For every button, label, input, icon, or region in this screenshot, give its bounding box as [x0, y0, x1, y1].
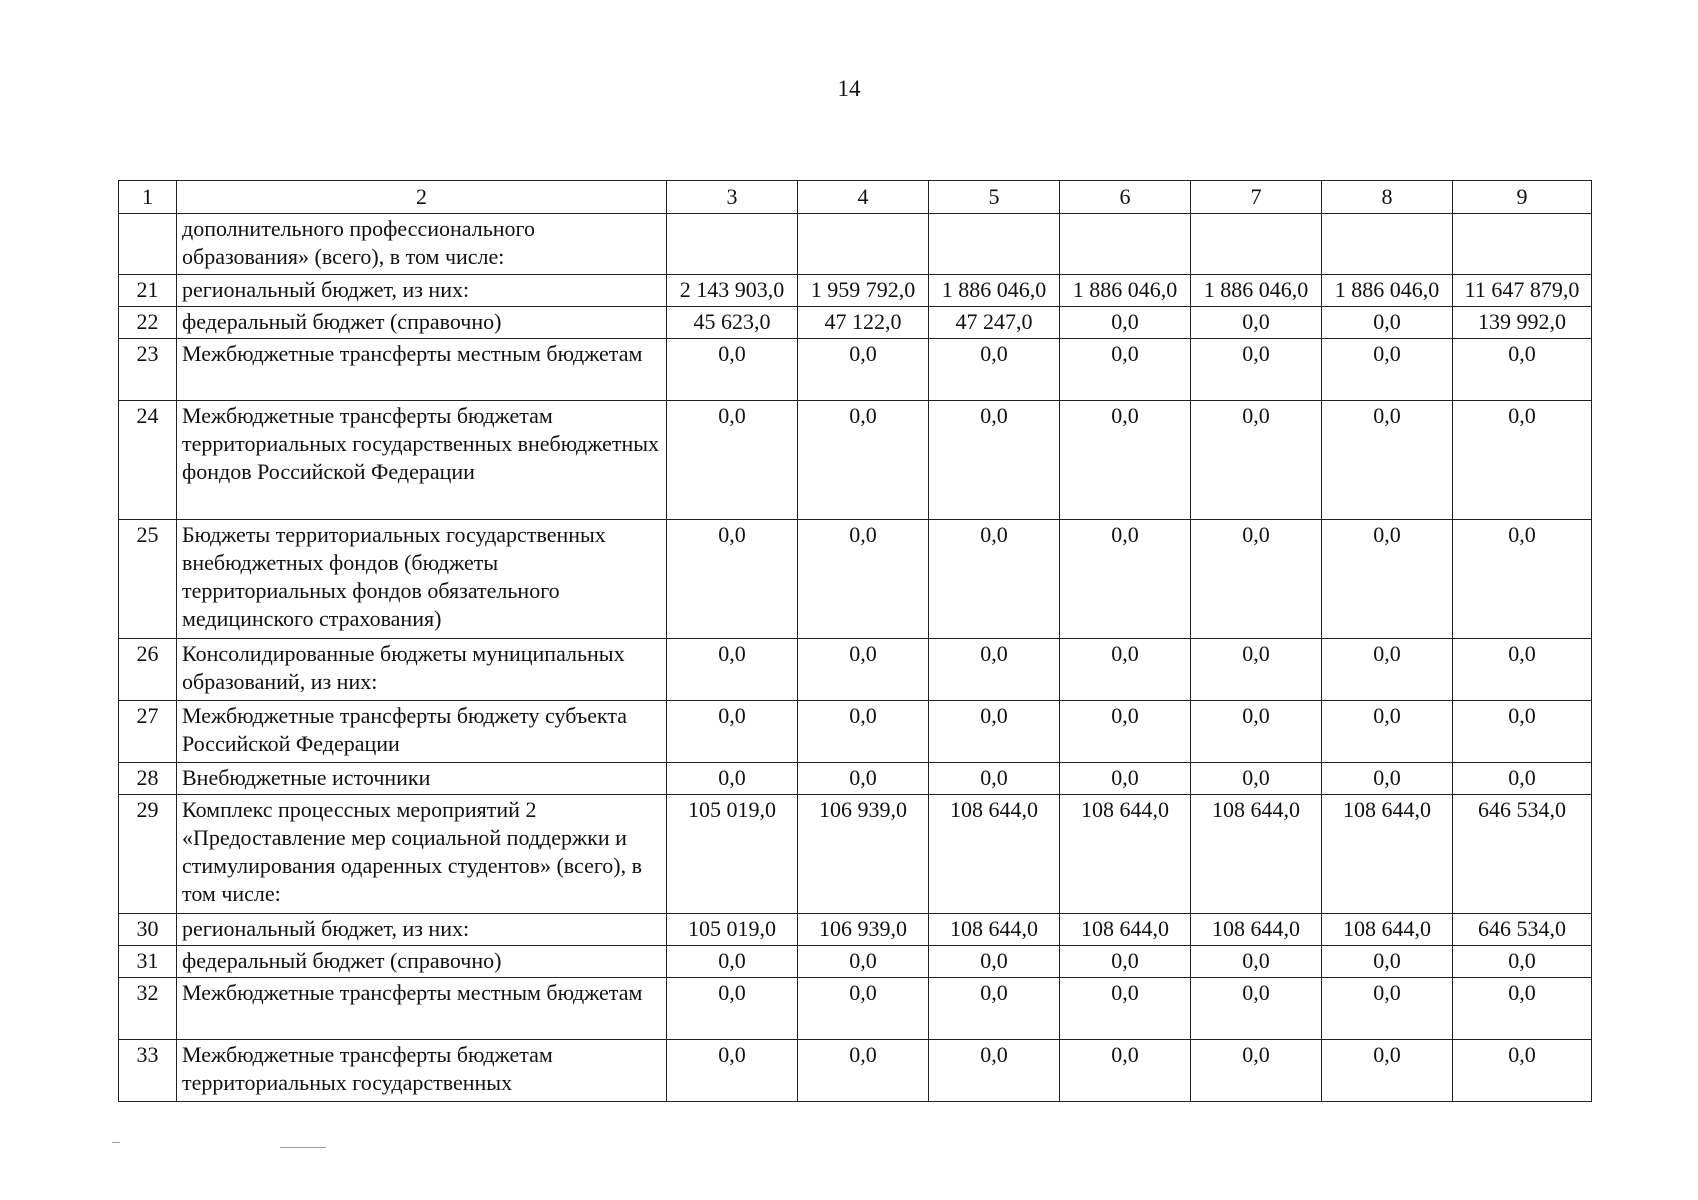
value-cell: 0,0 — [1453, 978, 1592, 1040]
table-row — [119, 520, 1592, 639]
column-header: 7 — [1191, 181, 1322, 214]
value-cell: 0,0 — [1453, 639, 1592, 701]
value-cell: 0,0 — [929, 946, 1060, 978]
value-cell: 47 247,0 — [929, 307, 1060, 339]
value-cell: 0,0 — [1060, 763, 1191, 795]
value-cell: 1 959 792,0 — [798, 275, 929, 307]
value-cell: 0,0 — [1322, 978, 1453, 1040]
value-cell: 0,0 — [1453, 701, 1592, 763]
value-cell: 0,0 — [798, 339, 929, 401]
row-description: Бюджеты территориальных государственных внебюджетных фондов (бюджеты территориальных фондов обязательного медицинского страхования) — [177, 520, 667, 639]
row-number: 29 — [119, 795, 177, 914]
value-cell: 0,0 — [1191, 763, 1322, 795]
value-cell: 47 122,0 — [798, 307, 929, 339]
row-number: 31 — [119, 946, 177, 978]
row-description: федеральный бюджет (справочно) — [177, 946, 667, 978]
value-cell: 0,0 — [667, 701, 798, 763]
value-cell: 0,0 — [1191, 946, 1322, 978]
value-cell: 0,0 — [798, 639, 929, 701]
row-number: 26 — [119, 639, 177, 701]
value-cell: 105 019,0 — [667, 914, 798, 946]
value-cell — [929, 214, 1060, 275]
value-cell: 0,0 — [1191, 978, 1322, 1040]
table-header-row — [119, 181, 1592, 214]
row-description: региональный бюджет, из них: — [177, 914, 667, 946]
value-cell: 0,0 — [1191, 520, 1322, 639]
column-header: 1 — [119, 181, 177, 214]
value-cell — [667, 214, 798, 275]
value-cell — [1060, 214, 1191, 275]
value-cell: 0,0 — [1322, 401, 1453, 520]
value-cell: 0,0 — [1191, 339, 1322, 401]
value-cell: 0,0 — [1191, 307, 1322, 339]
value-cell: 0,0 — [1453, 1040, 1592, 1102]
value-cell: 0,0 — [1060, 520, 1191, 639]
row-number: 28 — [119, 763, 177, 795]
value-cell: 0,0 — [1322, 339, 1453, 401]
value-cell: 11 647 879,0 — [1453, 275, 1592, 307]
value-cell — [798, 214, 929, 275]
table-row — [119, 214, 1592, 275]
scan-artifact — [280, 1147, 326, 1148]
row-number: 33 — [119, 1040, 177, 1102]
value-cell: 0,0 — [1060, 639, 1191, 701]
table-row — [119, 795, 1592, 914]
value-cell: 106 939,0 — [798, 795, 929, 914]
value-cell: 108 644,0 — [1191, 914, 1322, 946]
value-cell: 0,0 — [1453, 946, 1592, 978]
value-cell: 0,0 — [1060, 307, 1191, 339]
value-cell: 0,0 — [798, 1040, 929, 1102]
value-cell: 0,0 — [798, 401, 929, 520]
value-cell: 106 939,0 — [798, 914, 929, 946]
table-row — [119, 639, 1592, 701]
value-cell: 108 644,0 — [1060, 914, 1191, 946]
value-cell: 45 623,0 — [667, 307, 798, 339]
value-cell: 0,0 — [798, 946, 929, 978]
row-description: Межбюджетные трансферты местным бюджетам — [177, 339, 667, 401]
value-cell: 0,0 — [798, 520, 929, 639]
column-header: 3 — [667, 181, 798, 214]
row-number: 32 — [119, 978, 177, 1040]
column-header: 9 — [1453, 181, 1592, 214]
value-cell: 0,0 — [929, 401, 1060, 520]
value-cell: 108 644,0 — [1322, 914, 1453, 946]
value-cell: 0,0 — [1060, 946, 1191, 978]
value-cell: 0,0 — [798, 701, 929, 763]
value-cell: 0,0 — [1191, 639, 1322, 701]
value-cell — [1453, 214, 1592, 275]
value-cell: 0,0 — [667, 401, 798, 520]
row-number: 25 — [119, 520, 177, 639]
value-cell — [1191, 214, 1322, 275]
value-cell: 0,0 — [1191, 401, 1322, 520]
row-number: 21 — [119, 275, 177, 307]
value-cell: 2 143 903,0 — [667, 275, 798, 307]
value-cell: 0,0 — [1322, 1040, 1453, 1102]
value-cell: 0,0 — [1060, 1040, 1191, 1102]
value-cell: 1 886 046,0 — [1322, 275, 1453, 307]
table-row — [119, 1040, 1592, 1102]
row-number — [119, 214, 177, 275]
value-cell: 0,0 — [929, 339, 1060, 401]
value-cell: 0,0 — [1322, 639, 1453, 701]
column-header: 8 — [1322, 181, 1453, 214]
row-description: Внебюджетные источники — [177, 763, 667, 795]
row-number: 22 — [119, 307, 177, 339]
row-description: Межбюджетные трансферты бюджетам территориальных государственных — [177, 1040, 667, 1102]
value-cell: 1 886 046,0 — [1191, 275, 1322, 307]
value-cell: 0,0 — [1322, 701, 1453, 763]
value-cell: 0,0 — [667, 1040, 798, 1102]
column-header: 2 — [177, 181, 667, 214]
value-cell: 108 644,0 — [929, 795, 1060, 914]
row-description: Комплекс процессных мероприятий 2 «Предоставление мер социальной поддержки и стимулирования одаренных студентов» (всего), в том числе: — [177, 795, 667, 914]
table-row — [119, 763, 1592, 795]
value-cell: 0,0 — [929, 978, 1060, 1040]
table-row — [119, 275, 1592, 307]
value-cell: 0,0 — [1060, 978, 1191, 1040]
value-cell: 0,0 — [798, 763, 929, 795]
value-cell: 0,0 — [929, 1040, 1060, 1102]
column-header: 4 — [798, 181, 929, 214]
row-description: Консолидированные бюджеты муниципальных образований, из них: — [177, 639, 667, 701]
value-cell: 108 644,0 — [1191, 795, 1322, 914]
table-row — [119, 701, 1592, 763]
value-cell: 646 534,0 — [1453, 795, 1592, 914]
value-cell: 0,0 — [929, 701, 1060, 763]
value-cell: 139 992,0 — [1453, 307, 1592, 339]
value-cell: 1 886 046,0 — [1060, 275, 1191, 307]
value-cell: 108 644,0 — [1322, 795, 1453, 914]
value-cell: 0,0 — [1322, 307, 1453, 339]
row-description: Межбюджетные трансферты бюджетам территориальных государственных внебюджетных фондов Российской Федерации — [177, 401, 667, 520]
value-cell: 0,0 — [1191, 701, 1322, 763]
value-cell: 0,0 — [1453, 401, 1592, 520]
table-row — [119, 401, 1592, 520]
row-description: Межбюджетные трансферты бюджету субъекта Российской Федерации — [177, 701, 667, 763]
value-cell: 105 019,0 — [667, 795, 798, 914]
value-cell: 0,0 — [798, 978, 929, 1040]
value-cell: 108 644,0 — [1060, 795, 1191, 914]
value-cell: 0,0 — [1453, 763, 1592, 795]
value-cell: 0,0 — [929, 639, 1060, 701]
budget-table — [118, 180, 1592, 1102]
value-cell: 1 886 046,0 — [929, 275, 1060, 307]
column-header: 5 — [929, 181, 1060, 214]
value-cell: 0,0 — [1322, 520, 1453, 639]
value-cell — [1322, 214, 1453, 275]
row-number: 23 — [119, 339, 177, 401]
value-cell: 0,0 — [929, 520, 1060, 639]
value-cell: 0,0 — [1453, 339, 1592, 401]
value-cell: 0,0 — [1060, 339, 1191, 401]
value-cell: 0,0 — [1060, 701, 1191, 763]
value-cell: 0,0 — [667, 520, 798, 639]
row-description: дополнительного профессионального образования» (всего), в том числе: — [177, 214, 667, 275]
value-cell: 0,0 — [667, 763, 798, 795]
row-number: 30 — [119, 914, 177, 946]
value-cell: 0,0 — [667, 339, 798, 401]
scan-artifact — [112, 1142, 120, 1143]
column-header: 6 — [1060, 181, 1191, 214]
table-row — [119, 307, 1592, 339]
page-number: 14 — [837, 76, 861, 101]
value-cell: 646 534,0 — [1453, 914, 1592, 946]
value-cell: 0,0 — [1191, 1040, 1322, 1102]
row-description: федеральный бюджет (справочно) — [177, 307, 667, 339]
row-number: 27 — [119, 701, 177, 763]
value-cell: 0,0 — [1453, 520, 1592, 639]
table-row — [119, 914, 1592, 946]
table-row — [119, 946, 1592, 978]
value-cell: 0,0 — [1322, 946, 1453, 978]
row-description: региональный бюджет, из них: — [177, 275, 667, 307]
row-number: 24 — [119, 401, 177, 520]
value-cell: 108 644,0 — [929, 914, 1060, 946]
table-row — [119, 978, 1592, 1040]
table-row — [119, 339, 1592, 401]
value-cell: 0,0 — [667, 639, 798, 701]
value-cell: 0,0 — [1060, 401, 1191, 520]
value-cell: 0,0 — [929, 763, 1060, 795]
row-description: Межбюджетные трансферты местным бюджетам — [177, 978, 667, 1040]
value-cell: 0,0 — [1322, 763, 1453, 795]
value-cell: 0,0 — [667, 946, 798, 978]
value-cell: 0,0 — [667, 978, 798, 1040]
